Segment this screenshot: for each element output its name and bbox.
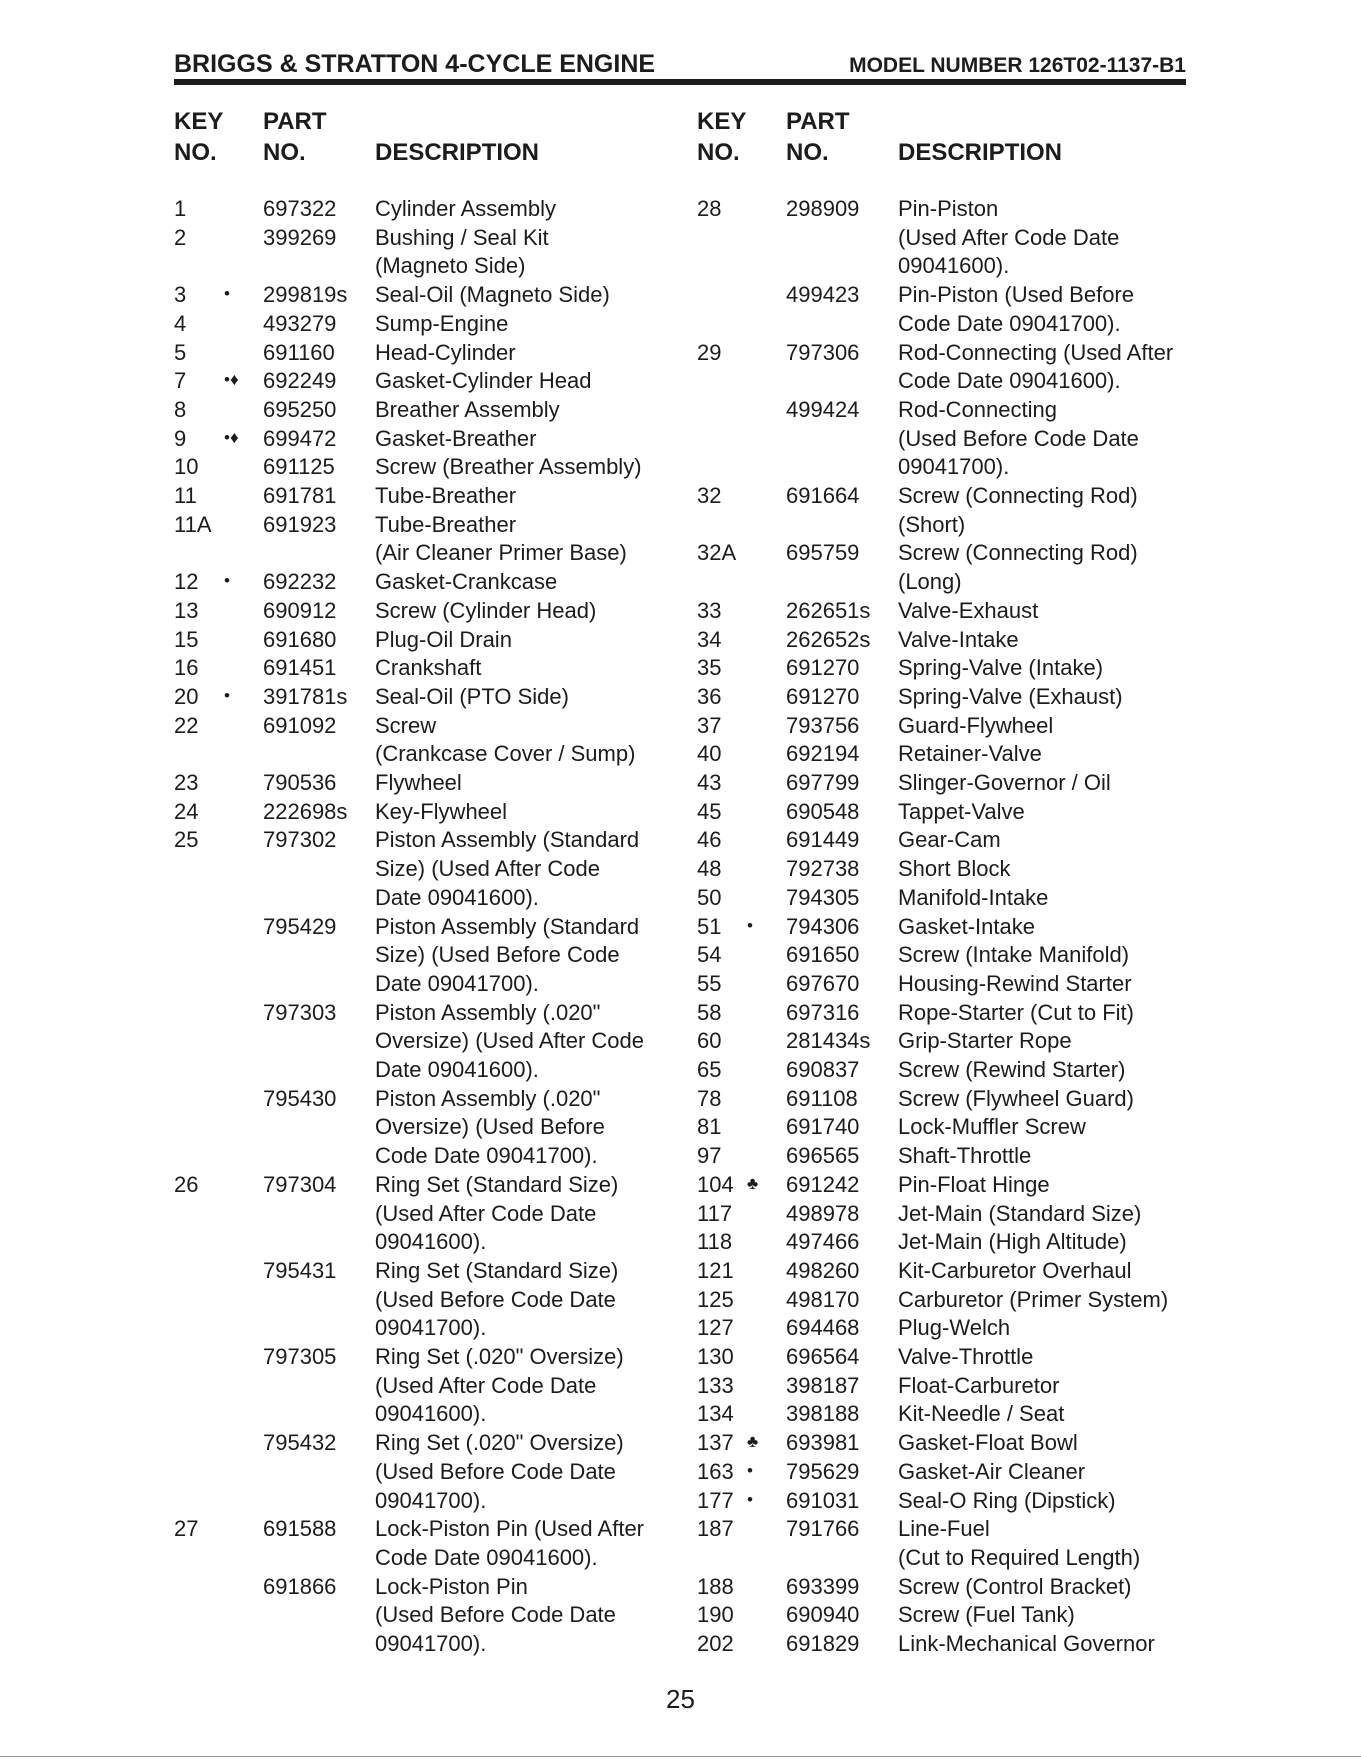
part-description: Carburetor (Primer System) — [898, 1287, 1169, 1312]
part-header-1: PART — [263, 108, 327, 135]
part-marker: • — [747, 916, 753, 935]
part-description: (Used After Code Date — [898, 225, 1120, 250]
part-number: 696565 — [786, 1143, 860, 1168]
part-description: Manifold-Intake — [898, 885, 1049, 910]
part-header-2: NO. — [263, 139, 306, 166]
part-description: Screw (Connecting Rod) — [898, 540, 1138, 565]
key-number: 37 — [697, 713, 722, 738]
part-description: 09041700). — [375, 1315, 487, 1340]
part-number: 499424 — [786, 397, 860, 422]
part-description: Short Block — [898, 856, 1011, 881]
part-description: Lock-Piston Pin (Used After — [375, 1516, 645, 1541]
key-number: 11 — [174, 483, 197, 508]
key-number: 20 — [174, 684, 199, 709]
part-description: Pin-Piston (Used Before — [898, 282, 1134, 307]
part-description: Seal-O Ring (Dipstick) — [898, 1488, 1116, 1513]
part-marker: • — [747, 1461, 753, 1480]
part-description: Bushing / Seal Kit — [375, 225, 549, 250]
part-description: 09041600). — [375, 1401, 487, 1426]
part-description: (Long) — [898, 569, 962, 594]
part-number: 695250 — [263, 397, 337, 422]
key-number: 125 — [697, 1287, 734, 1312]
key-number: 10 — [174, 454, 199, 479]
description-header: DESCRIPTION — [898, 139, 1063, 166]
part-description: Date 09041700). — [375, 971, 539, 996]
key-number: 97 — [697, 1143, 722, 1168]
key-number: 4 — [174, 311, 187, 336]
part-number: 691680 — [263, 627, 337, 652]
key-number: 54 — [697, 942, 722, 967]
key-number: 35 — [697, 655, 722, 680]
key-number: 1 — [174, 196, 187, 221]
key-number: 27 — [174, 1516, 199, 1541]
part-number: 795432 — [263, 1430, 337, 1455]
part-number: 693399 — [786, 1574, 860, 1599]
key-number: 137 — [697, 1430, 734, 1455]
part-description: Rod-Connecting (Used After — [898, 340, 1174, 365]
part-description: (Used Before Code Date — [898, 426, 1139, 451]
part-number: 697322 — [263, 196, 337, 221]
part-description: Jet-Main (Standard Size) — [898, 1201, 1142, 1226]
key-number: 40 — [697, 741, 722, 766]
key-number: 187 — [697, 1516, 734, 1541]
part-number: 794306 — [786, 914, 860, 939]
part-marker: ♣ — [747, 1174, 759, 1193]
key-number: 55 — [697, 971, 722, 996]
part-number: 695759 — [786, 540, 860, 565]
key-number: 24 — [174, 799, 199, 824]
part-number: 691451 — [263, 655, 337, 680]
model-number: MODEL NUMBER 126T02-1137-B1 — [849, 54, 1186, 77]
part-description: Code Date 09041600). — [375, 1545, 598, 1570]
key-number: 5 — [174, 340, 187, 365]
part-number: 391781s — [263, 684, 348, 709]
part-number: 690548 — [786, 799, 860, 824]
part-number: 262651s — [786, 598, 871, 623]
part-number: 691650 — [786, 942, 860, 967]
part-description: Gasket-Breather — [375, 426, 537, 451]
part-description: Grip-Starter Rope — [898, 1028, 1072, 1053]
part-description: Lock-Muffler Screw — [898, 1114, 1086, 1139]
part-number: 690837 — [786, 1057, 860, 1082]
key-number: 43 — [697, 770, 722, 795]
part-description: Line-Fuel — [898, 1516, 990, 1541]
part-marker: • — [224, 284, 230, 303]
part-description: Screw (Rewind Starter) — [898, 1057, 1126, 1082]
part-description: Pin-Piston — [898, 196, 999, 221]
part-marker: •♦ — [224, 428, 239, 447]
part-description: Screw (Control Bracket) — [898, 1574, 1132, 1599]
part-number: 498978 — [786, 1201, 860, 1226]
part-marker: • — [224, 571, 230, 590]
part-number: 692232 — [263, 569, 337, 594]
part-description: 09041600). — [375, 1229, 487, 1254]
part-description: Kit-Needle / Seat — [898, 1401, 1065, 1426]
key-number: 45 — [697, 799, 722, 824]
key-number: 12 — [174, 569, 199, 594]
part-description: Size) (Used After Code — [375, 856, 600, 881]
part-description: Tube-Breather — [375, 483, 517, 508]
part-description: Valve-Throttle — [898, 1344, 1034, 1369]
key-number: 60 — [697, 1028, 722, 1053]
key-number: 121 — [697, 1258, 734, 1283]
part-number: 797304 — [263, 1172, 337, 1197]
part-number: 691664 — [786, 483, 860, 508]
part-header-2: NO. — [786, 139, 829, 166]
part-number: 692194 — [786, 741, 860, 766]
part-description: Screw (Breather Assembly) — [375, 454, 642, 479]
part-description: Key-Flywheel — [375, 799, 508, 824]
part-description: Spring-Valve (Exhaust) — [898, 684, 1123, 709]
part-number: 691588 — [263, 1516, 337, 1541]
part-number: 797305 — [263, 1344, 337, 1369]
part-description: (Used Before Code Date — [375, 1287, 616, 1312]
part-number: 691270 — [786, 684, 860, 709]
part-number: 691031 — [786, 1488, 860, 1513]
key-number: 190 — [697, 1602, 734, 1627]
key-number: 163 — [697, 1459, 734, 1484]
part-description: Plug-Welch — [898, 1315, 1011, 1340]
part-description: Tube-Breather — [375, 512, 517, 537]
part-number: 690940 — [786, 1602, 860, 1627]
key-number: 46 — [697, 827, 722, 852]
part-description: Housing-Rewind Starter — [898, 971, 1132, 996]
part-description: (Used Before Code Date — [375, 1459, 616, 1484]
part-number: 497466 — [786, 1229, 860, 1254]
part-number: 493279 — [263, 311, 337, 336]
key-number: 7 — [174, 368, 187, 393]
part-number: 398187 — [786, 1373, 860, 1398]
description-header: DESCRIPTION — [375, 139, 540, 166]
part-description: Gasket-Air Cleaner — [898, 1459, 1086, 1484]
header-rule — [174, 79, 1186, 85]
key-number: 48 — [697, 856, 722, 881]
page-number: 25 — [666, 1684, 695, 1714]
part-number: 797302 — [263, 827, 337, 852]
key-number: 117 — [697, 1201, 733, 1226]
part-description: Gasket-Float Bowl — [898, 1430, 1078, 1455]
key-number: 134 — [697, 1401, 734, 1426]
key-header-1: KEY — [174, 108, 224, 135]
part-description: Ring Set (Standard Size) — [375, 1172, 619, 1197]
part-description: Screw (Cylinder Head) — [375, 598, 597, 623]
part-description: Plug-Oil Drain — [375, 627, 512, 652]
part-description: Screw — [375, 713, 437, 738]
part-marker: ♣ — [747, 1432, 759, 1451]
part-description: Piston Assembly (Standard — [375, 827, 640, 852]
key-header-2: NO. — [174, 139, 217, 166]
part-description: Jet-Main (High Altitude) — [898, 1229, 1127, 1254]
key-number: 29 — [697, 340, 722, 365]
part-description: Oversize) (Used Before — [375, 1114, 605, 1139]
key-header-1: KEY — [697, 108, 747, 135]
part-number: 299819s — [263, 282, 348, 307]
part-description: Retainer-Valve — [898, 741, 1042, 766]
part-description: Screw (Flywheel Guard) — [898, 1086, 1134, 1111]
key-number: 118 — [697, 1229, 733, 1254]
part-number: 694468 — [786, 1315, 860, 1340]
part-description: Date 09041600). — [375, 885, 539, 910]
key-number: 22 — [174, 713, 199, 738]
part-description: Gear-Cam — [898, 827, 1001, 852]
key-number: 78 — [697, 1086, 722, 1111]
part-number: 281434s — [786, 1028, 871, 1053]
part-number: 399269 — [263, 225, 337, 250]
part-number: 792738 — [786, 856, 860, 881]
part-description: (Magneto Side) — [375, 253, 526, 278]
part-description: (Air Cleaner Primer Base) — [375, 540, 627, 565]
part-description: Screw (Fuel Tank) — [898, 1602, 1075, 1627]
key-number: 13 — [174, 598, 199, 623]
key-number: 50 — [697, 885, 722, 910]
part-description: (Used After Code Date — [375, 1201, 597, 1226]
part-number: 795429 — [263, 914, 337, 939]
part-number: 691125 — [263, 454, 335, 479]
part-description: Float-Carburetor — [898, 1373, 1060, 1398]
key-number: 127 — [697, 1315, 734, 1340]
part-description: Gasket-Crankcase — [375, 569, 558, 594]
part-number: 691829 — [786, 1631, 860, 1656]
part-description: 09041700). — [375, 1488, 487, 1513]
key-number: 133 — [697, 1373, 734, 1398]
part-number: 699472 — [263, 426, 337, 451]
part-description: (Used After Code Date — [375, 1373, 597, 1398]
part-description: Rope-Starter (Cut to Fit) — [898, 1000, 1134, 1025]
part-number: 498260 — [786, 1258, 860, 1283]
part-description: Gasket-Cylinder Head — [375, 368, 592, 393]
part-number: 696564 — [786, 1344, 860, 1369]
part-number: 691781 — [263, 483, 337, 508]
part-description: Link-Mechanical Governor — [898, 1631, 1155, 1656]
part-number: 691449 — [786, 827, 860, 852]
part-number: 262652s — [786, 627, 871, 652]
key-number: 33 — [697, 598, 722, 623]
part-description: Piston Assembly (.020" — [375, 1086, 601, 1111]
part-description: Crankshaft — [375, 655, 482, 680]
part-description: Lock-Piston Pin — [375, 1574, 528, 1599]
part-number: 794305 — [786, 885, 860, 910]
key-number: 23 — [174, 770, 199, 795]
part-description: Head-Cylinder — [375, 340, 516, 365]
key-number: 28 — [697, 196, 722, 221]
part-description: Gasket-Intake — [898, 914, 1035, 939]
part-description: Sump-Engine — [375, 311, 509, 336]
part-header-1: PART — [786, 108, 850, 135]
key-number: 202 — [697, 1631, 734, 1656]
part-number: 791766 — [786, 1516, 860, 1541]
part-description: Slinger-Governor / Oil — [898, 770, 1111, 795]
part-description: Tappet-Valve — [898, 799, 1025, 824]
part-number: 795430 — [263, 1086, 337, 1111]
part-description: Size) (Used Before Code — [375, 942, 620, 967]
part-number: 691866 — [263, 1574, 337, 1599]
key-number: 51 — [697, 914, 722, 939]
part-description: Ring Set (.020" Oversize) — [375, 1430, 624, 1455]
part-description: (Cut to Required Length) — [898, 1545, 1141, 1570]
key-number: 36 — [697, 684, 722, 709]
part-number: 691092 — [263, 713, 337, 738]
part-number: 398188 — [786, 1401, 860, 1426]
part-description: Oversize) (Used After Code — [375, 1028, 644, 1053]
key-number: 188 — [697, 1574, 734, 1599]
part-description: Ring Set (Standard Size) — [375, 1258, 619, 1283]
part-description: Breather Assembly — [375, 397, 560, 422]
part-number: 691740 — [786, 1114, 860, 1139]
part-description: Piston Assembly (.020" — [375, 1000, 601, 1025]
part-description: Kit-Carburetor Overhaul — [898, 1258, 1132, 1283]
key-number: 58 — [697, 1000, 722, 1025]
key-number: 25 — [174, 827, 199, 852]
part-number: 222698s — [263, 799, 348, 824]
part-number: 697316 — [786, 1000, 860, 1025]
key-number: 16 — [174, 655, 199, 680]
part-description: Screw (Connecting Rod) — [898, 483, 1138, 508]
key-number: 3 — [174, 282, 187, 307]
part-marker: •♦ — [224, 370, 239, 389]
bottom-rule — [0, 1756, 1361, 1757]
key-number: 65 — [697, 1057, 722, 1082]
part-description: 09041700). — [898, 454, 1010, 479]
key-number: 32A — [697, 540, 737, 565]
key-number: 15 — [174, 627, 199, 652]
part-number: 797306 — [786, 340, 860, 365]
key-number: 26 — [174, 1172, 199, 1197]
part-description: Spring-Valve (Intake) — [898, 655, 1104, 680]
part-description: (Used Before Code Date — [375, 1602, 616, 1627]
part-description: Code Date 09041700). — [898, 311, 1121, 336]
key-number: 130 — [697, 1344, 734, 1369]
part-number: 795629 — [786, 1459, 860, 1484]
key-number: 34 — [697, 627, 722, 652]
part-description: Flywheel — [375, 770, 462, 795]
key-number: 11A — [174, 512, 212, 537]
part-description: Date 09041600). — [375, 1057, 539, 1082]
part-number: 499423 — [786, 282, 860, 307]
part-description: 09041600). — [898, 253, 1010, 278]
key-number: 8 — [174, 397, 187, 422]
part-description: Piston Assembly (Standard — [375, 914, 640, 939]
part-description: Cylinder Assembly — [375, 196, 556, 221]
part-description: (Short) — [898, 512, 966, 537]
page-header — [174, 50, 1186, 82]
part-number: 693981 — [786, 1430, 860, 1455]
part-description: Valve-Intake — [898, 627, 1019, 652]
key-number: 2 — [174, 225, 187, 250]
part-number: 691270 — [786, 655, 860, 680]
part-number: 691108 — [786, 1086, 858, 1111]
key-number: 81 — [697, 1114, 722, 1139]
key-number: 104 — [697, 1172, 734, 1197]
part-description: Code Date 09041700). — [375, 1143, 598, 1168]
part-description: (Crankcase Cover / Sump) — [375, 741, 636, 766]
part-description: Seal-Oil (Magneto Side) — [375, 282, 610, 307]
part-number: 691242 — [786, 1172, 860, 1197]
part-description: Pin-Float Hinge — [898, 1172, 1050, 1197]
part-description: Guard-Flywheel — [898, 713, 1054, 738]
part-description: Screw (Intake Manifold) — [898, 942, 1130, 967]
part-description: Code Date 09041600). — [898, 368, 1121, 393]
key-header-2: NO. — [697, 139, 740, 166]
part-number: 697670 — [786, 971, 860, 996]
part-description: Rod-Connecting — [898, 397, 1057, 422]
part-number: 690912 — [263, 598, 337, 623]
document-title: BRIGGS & STRATTON 4-CYCLE ENGINE — [174, 50, 656, 78]
part-number: 298909 — [786, 196, 860, 221]
part-marker: • — [224, 686, 230, 705]
part-description: Seal-Oil (PTO Side) — [375, 684, 569, 709]
part-description: 09041700). — [375, 1631, 487, 1656]
part-description: Shaft-Throttle — [898, 1143, 1032, 1168]
part-number: 692249 — [263, 368, 337, 393]
part-marker: • — [747, 1490, 753, 1509]
part-number: 790536 — [263, 770, 337, 795]
part-number: 697799 — [786, 770, 860, 795]
part-number: 691160 — [263, 340, 335, 365]
part-number: 795431 — [263, 1258, 337, 1283]
part-number: 793756 — [786, 713, 860, 738]
part-number: 797303 — [263, 1000, 337, 1025]
key-number: 9 — [174, 426, 187, 451]
part-description: Valve-Exhaust — [898, 598, 1039, 623]
key-number: 177 — [697, 1488, 734, 1513]
part-number: 691923 — [263, 512, 337, 537]
part-description: Ring Set (.020" Oversize) — [375, 1344, 624, 1369]
key-number: 32 — [697, 483, 722, 508]
part-number: 498170 — [786, 1287, 860, 1312]
